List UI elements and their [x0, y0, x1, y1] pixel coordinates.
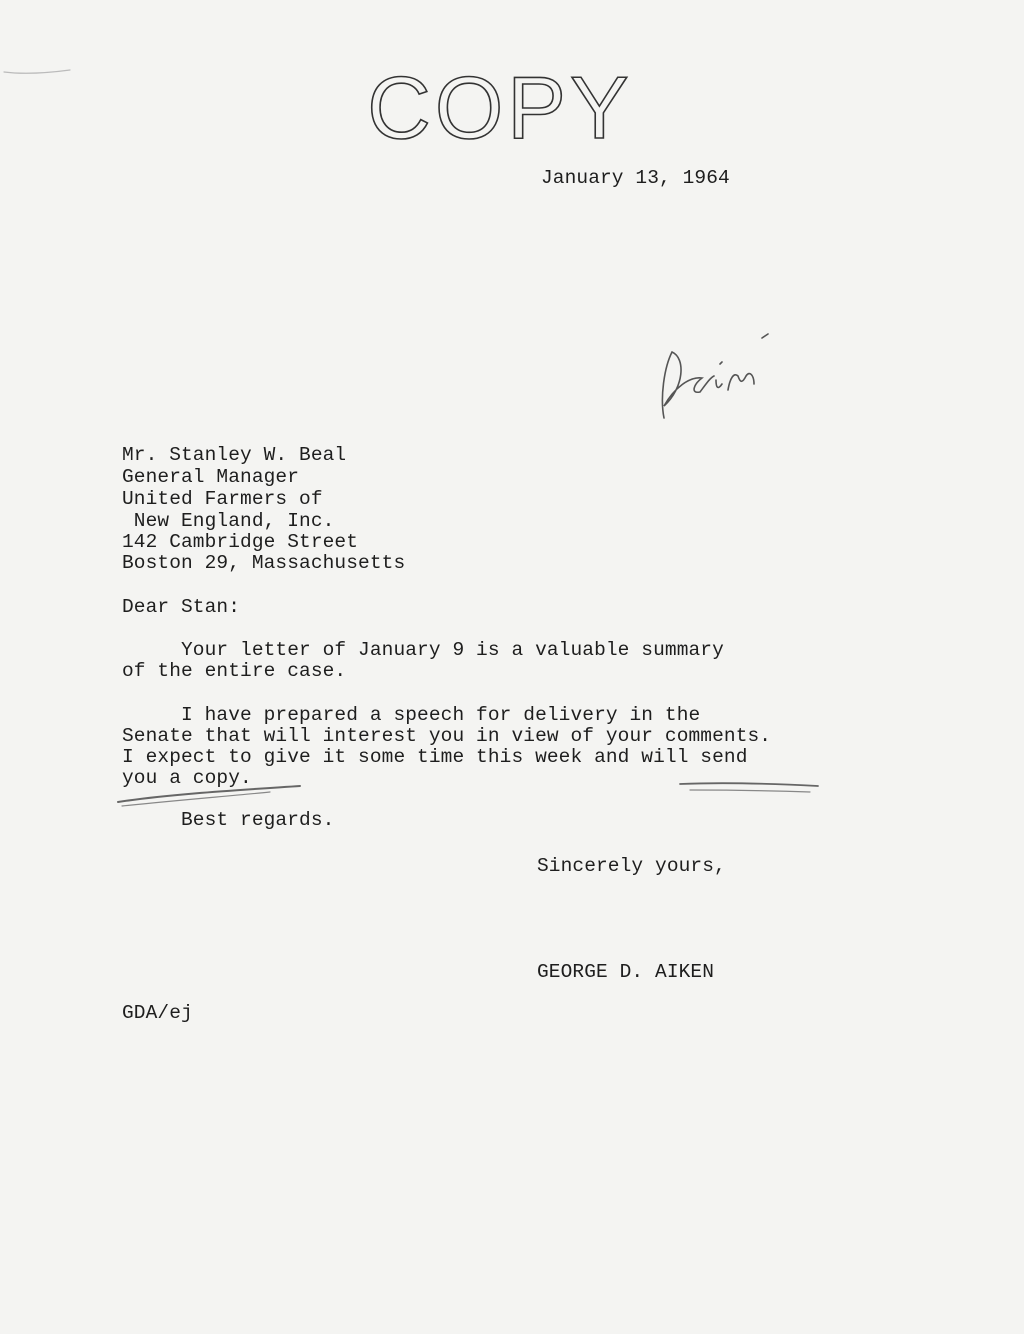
recipient-line-2: General Manager [122, 466, 300, 488]
recipient-line-5: 142 Cambridge Street [122, 531, 359, 553]
signature-name: GEORGE D. AIKEN [537, 961, 715, 983]
recipient-line-6: Boston 29, Massachusetts [122, 552, 406, 574]
letter-date: January 13, 1964 [541, 167, 730, 189]
body-paragraph-1-line-1: Your letter of January 9 is a valuable summary [122, 639, 724, 661]
copy-stamp-text: COPY [367, 70, 633, 148]
handwritten-note [650, 318, 790, 428]
closing-regards: Best regards. [122, 809, 335, 831]
copy-stamp [364, 70, 636, 148]
typist-initials: GDA/ej [122, 1002, 193, 1024]
salutation: Dear Stan: [122, 596, 241, 618]
body-paragraph-2-line-1: I have prepared a speech for delivery in the [122, 704, 701, 726]
body-paragraph-2-line-3: I expect to give it some time this week and will send [122, 746, 748, 768]
body-paragraph-1-line-2: of the entire case. [122, 660, 347, 682]
closing: Sincerely yours, [537, 855, 726, 877]
recipient-line-3: United Farmers of [122, 488, 323, 510]
body-paragraph-2-line-4: you a copy. [122, 767, 252, 789]
recipient-line-4: New England, Inc. [122, 510, 335, 532]
handwritten-note-text: Dairy [650, 318, 654, 319]
recipient-line-1: Mr. Stanley W. Beal [122, 444, 347, 466]
body-paragraph-2-line-2: Senate that will interest you in view of your comments. [122, 725, 772, 747]
